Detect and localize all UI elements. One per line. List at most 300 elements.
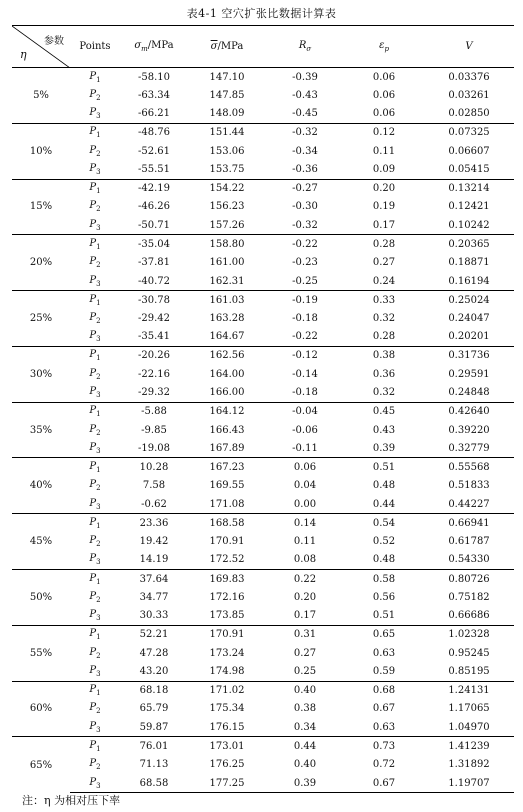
sigma-bar-cell: 153.06 xyxy=(209,145,245,157)
sigma-m-cell: -29.32 xyxy=(137,387,170,399)
sigma-m-cell: -5.88 xyxy=(120,402,188,421)
eps-p-cell: 0.45 xyxy=(344,402,424,421)
table-row xyxy=(12,198,514,217)
sigma-m-cell: -40.72 xyxy=(137,275,170,287)
v-cell: 0.07325 xyxy=(424,123,514,142)
sigma-bar-cell: 167.23 xyxy=(188,458,266,477)
r-sigma-cell: -0.45 xyxy=(292,108,318,120)
sigma-bar-cell: 162.31 xyxy=(209,275,245,287)
v-cell: 0.03376 xyxy=(424,68,514,87)
r-sigma-cell: -0.39 xyxy=(266,68,344,87)
point-label: $P_3$ xyxy=(70,774,120,793)
sigma-m-cell: 30.33 xyxy=(139,610,169,622)
v-cell: 0.44227 xyxy=(448,498,490,510)
corner-param-label: 参数 xyxy=(44,36,64,47)
point-label: $P_3$ xyxy=(89,497,101,511)
point-label: $P_3$ xyxy=(89,665,101,679)
sigma-bar-cell: 147.10 xyxy=(188,68,266,87)
sigma-bar-cell: 171.02 xyxy=(188,681,266,700)
r-sigma-cell: -0.11 xyxy=(292,442,318,454)
sigma-bar-cell: 173.24 xyxy=(209,647,245,659)
point-label: $P_1$ xyxy=(70,235,120,254)
table-row xyxy=(12,514,514,533)
point-label: $P_2$ xyxy=(89,590,101,604)
r-sigma-cell: -0.43 xyxy=(292,89,318,101)
r-sigma-cell: 0.06 xyxy=(266,458,344,477)
sigma-m-cell: 10.28 xyxy=(120,458,188,477)
table-row xyxy=(12,123,514,142)
sigma-m-cell: -20.26 xyxy=(120,346,188,365)
eps-p-cell: 0.28 xyxy=(344,235,424,254)
v-cell: 0.85195 xyxy=(448,666,490,678)
v-cell: 0.55568 xyxy=(424,458,514,477)
v-cell: 0.66941 xyxy=(424,514,514,533)
sigma-bar-cell: 171.08 xyxy=(209,498,245,510)
sigma-bar-cell: 176.25 xyxy=(209,759,245,771)
r-sigma-cell: 0.31 xyxy=(266,625,344,644)
eps-p-cell: 0.39 xyxy=(372,442,396,454)
v-cell: 0.16194 xyxy=(448,275,490,287)
point-label: $P_1$ xyxy=(70,291,120,310)
eps-p-cell: 0.63 xyxy=(372,647,396,659)
table-row xyxy=(12,458,514,477)
sigma-m-cell: 34.77 xyxy=(139,591,169,603)
table-row xyxy=(12,755,514,774)
r-sigma-cell: 0.22 xyxy=(266,570,344,589)
eps-p-cell: 0.33 xyxy=(344,291,424,310)
table-row xyxy=(12,718,514,737)
table-row xyxy=(12,421,514,440)
v-cell: 0.39220 xyxy=(448,424,490,436)
sigma-m-cell: -66.21 xyxy=(137,108,170,120)
r-sigma-cell: -0.18 xyxy=(292,313,318,325)
eta-cell: 50% xyxy=(12,570,70,626)
table-row xyxy=(12,439,514,458)
point-label: $P_3$ xyxy=(89,107,101,121)
r-sigma-cell: 0.44 xyxy=(266,737,344,756)
data-table xyxy=(12,25,514,793)
eps-p-cell: 0.48 xyxy=(372,480,396,492)
sigma-bar-cell: 157.26 xyxy=(209,219,245,231)
eps-p-cell: 0.06 xyxy=(372,108,396,120)
v-cell: 0.54330 xyxy=(448,554,490,566)
sigma-m-cell: 14.19 xyxy=(139,554,169,566)
v-cell: 0.12421 xyxy=(448,201,490,213)
corner-eta-label: η xyxy=(20,48,27,61)
eta-cell: 45% xyxy=(12,514,70,570)
table-row xyxy=(12,477,514,496)
r-sigma-cell: 0.38 xyxy=(293,703,317,715)
point-label: $P_3$ xyxy=(89,330,101,344)
point-label: $P_1$ xyxy=(70,570,120,589)
point-label: $P_1$ xyxy=(70,402,120,421)
eps-p-cell: 0.09 xyxy=(372,164,396,176)
v-cell: 0.06607 xyxy=(448,145,490,157)
v-cell: 0.03261 xyxy=(448,89,490,101)
header-r-sigma: $R_\sigma$ xyxy=(266,26,344,68)
table-row xyxy=(12,179,514,198)
point-label: $P_2$ xyxy=(89,702,101,716)
table-row xyxy=(12,365,514,384)
v-cell: 0.80726 xyxy=(424,570,514,589)
eps-p-cell: 0.68 xyxy=(344,681,424,700)
v-cell: 0.31736 xyxy=(424,346,514,365)
r-sigma-cell: 0.11 xyxy=(293,536,317,548)
table-row xyxy=(12,68,514,87)
sigma-m-cell: -30.78 xyxy=(120,291,188,310)
eta-cell: 55% xyxy=(12,625,70,681)
sigma-m-cell: -50.71 xyxy=(137,219,170,231)
sigma-m-cell: 43.20 xyxy=(139,666,169,678)
r-sigma-cell: -0.18 xyxy=(292,387,318,399)
v-cell: 0.18871 xyxy=(448,257,490,269)
sigma-bar-cell: 169.55 xyxy=(209,480,245,492)
table-row xyxy=(12,681,514,700)
eps-p-cell: 0.20 xyxy=(344,179,424,198)
eta-cell: 10% xyxy=(12,123,70,179)
table-row xyxy=(12,625,514,644)
sigma-bar-cell: 175.34 xyxy=(209,703,245,715)
r-sigma-cell: 0.20 xyxy=(293,591,317,603)
eps-p-cell: 0.19 xyxy=(372,201,396,213)
sigma-bar-cell: 154.22 xyxy=(188,179,266,198)
sigma-bar-cell: 161.00 xyxy=(209,257,245,269)
v-cell: 0.20201 xyxy=(448,331,490,343)
r-sigma-cell: -0.30 xyxy=(292,201,318,213)
sigma-bar-cell: 169.83 xyxy=(188,570,266,589)
table-row xyxy=(12,309,514,328)
sigma-m-cell: 23.36 xyxy=(120,514,188,533)
v-cell: 0.25024 xyxy=(424,291,514,310)
sigma-m-cell: 19.42 xyxy=(139,536,169,548)
sigma-bar-cell: 164.12 xyxy=(188,402,266,421)
header-sigma-m: $\sigma_m$/MPa xyxy=(120,26,188,68)
v-cell: 1.24131 xyxy=(424,681,514,700)
v-cell: 0.42640 xyxy=(424,402,514,421)
table-row xyxy=(12,291,514,310)
v-cell: 0.24047 xyxy=(448,313,490,325)
table-row xyxy=(12,532,514,551)
v-cell: 0.32779 xyxy=(448,442,490,454)
sigma-bar-cell: 170.91 xyxy=(188,625,266,644)
table-row xyxy=(12,774,514,793)
sigma-bar-cell: 168.58 xyxy=(188,514,266,533)
sigma-m-cell: -48.76 xyxy=(120,123,188,142)
header-row xyxy=(12,26,514,68)
sigma-bar-cell: 151.44 xyxy=(188,123,266,142)
v-cell: 0.05415 xyxy=(448,164,490,176)
eps-p-cell: 0.65 xyxy=(344,625,424,644)
table-title: 表4-1 空穴扩张比数据计算表 xyxy=(186,7,337,20)
eps-p-cell: 0.32 xyxy=(372,313,396,325)
sigma-m-cell: -63.34 xyxy=(137,89,170,101)
sigma-bar-cell: 177.25 xyxy=(188,774,266,793)
eps-p-cell: 0.12 xyxy=(344,123,424,142)
sigma-bar-cell: 167.89 xyxy=(209,442,245,454)
corner-header xyxy=(12,26,70,68)
r-sigma-cell: 0.25 xyxy=(293,666,317,678)
eps-p-cell: 0.43 xyxy=(372,424,396,436)
v-cell: 0.13214 xyxy=(424,179,514,198)
r-sigma-cell: 0.08 xyxy=(293,554,317,566)
eps-p-cell: 0.73 xyxy=(344,737,424,756)
v-cell: 1.41239 xyxy=(424,737,514,756)
sigma-bar-cell: 173.01 xyxy=(188,737,266,756)
table-row xyxy=(12,272,514,291)
r-sigma-cell: -0.34 xyxy=(292,145,318,157)
v-cell: 1.04970 xyxy=(448,721,490,733)
v-cell: 0.24848 xyxy=(448,387,490,399)
sigma-m-cell: 68.58 xyxy=(120,774,188,793)
eta-cell: 60% xyxy=(12,681,70,737)
v-cell: 0.66686 xyxy=(448,610,490,622)
eta-cell: 5% xyxy=(12,68,70,124)
eta-cell: 65% xyxy=(12,737,70,793)
eta-cell: 15% xyxy=(12,179,70,235)
header-points: Points xyxy=(70,26,120,68)
r-sigma-cell: 0.40 xyxy=(266,681,344,700)
sigma-m-cell: 65.79 xyxy=(139,703,169,715)
r-sigma-cell: -0.22 xyxy=(292,331,318,343)
sigma-bar-cell: 153.75 xyxy=(209,164,245,176)
r-sigma-cell: -0.25 xyxy=(292,275,318,287)
eps-p-cell: 0.67 xyxy=(372,703,396,715)
sigma-bar-cell: 156.23 xyxy=(209,201,245,213)
point-label: $P_2$ xyxy=(89,535,101,549)
table-row xyxy=(12,644,514,663)
table-row xyxy=(12,570,514,589)
table-row xyxy=(12,607,514,626)
table-row xyxy=(12,160,514,179)
eps-p-cell: 0.56 xyxy=(372,591,396,603)
eta-cell: 20% xyxy=(12,235,70,291)
point-label: $P_2$ xyxy=(89,144,101,158)
v-cell: 0.51833 xyxy=(448,480,490,492)
eps-p-cell: 0.67 xyxy=(344,774,424,793)
point-label: $P_2$ xyxy=(89,758,101,772)
sigma-m-cell: -55.51 xyxy=(137,164,170,176)
table-row xyxy=(12,700,514,719)
sigma-bar-cell: 164.00 xyxy=(209,368,245,380)
sigma-bar-cell: 173.85 xyxy=(209,610,245,622)
point-label: $P_2$ xyxy=(89,423,101,437)
sigma-m-cell: -35.41 xyxy=(137,331,170,343)
eps-p-cell: 0.27 xyxy=(372,257,396,269)
sigma-m-cell: -58.10 xyxy=(120,68,188,87)
r-sigma-cell: -0.32 xyxy=(266,123,344,142)
r-sigma-cell: -0.27 xyxy=(266,179,344,198)
sigma-m-cell: 7.58 xyxy=(142,480,166,492)
point-label: $P_3$ xyxy=(89,441,101,455)
r-sigma-cell: 0.39 xyxy=(266,774,344,793)
eps-p-cell: 0.58 xyxy=(344,570,424,589)
sigma-m-cell: -19.08 xyxy=(137,442,170,454)
eps-p-cell: 0.32 xyxy=(372,387,396,399)
r-sigma-cell: 0.27 xyxy=(293,647,317,659)
point-label: $P_2$ xyxy=(89,646,101,660)
eps-p-cell: 0.36 xyxy=(372,368,396,380)
eps-p-cell: 0.38 xyxy=(344,346,424,365)
table-row xyxy=(12,384,514,403)
sigma-m-cell: -0.62 xyxy=(141,498,167,510)
point-label: $P_3$ xyxy=(89,163,101,177)
eps-p-cell: 0.28 xyxy=(372,331,396,343)
table-row xyxy=(12,105,514,124)
r-sigma-cell: -0.14 xyxy=(292,368,318,380)
sigma-bar-cell: 176.15 xyxy=(209,721,245,733)
sigma-bar-cell: 163.28 xyxy=(209,313,245,325)
r-sigma-cell: -0.32 xyxy=(292,219,318,231)
sigma-m-cell: -37.81 xyxy=(137,257,170,269)
table-row xyxy=(12,588,514,607)
eps-p-cell: 0.72 xyxy=(372,759,396,771)
footnote: 注：η 为相对压下率 xyxy=(22,794,121,807)
v-cell: 0.75182 xyxy=(448,591,490,603)
r-sigma-cell: -0.36 xyxy=(292,164,318,176)
point-label: $P_1$ xyxy=(70,681,120,700)
sigma-bar-cell: 170.91 xyxy=(209,536,245,548)
sigma-bar-cell: 166.43 xyxy=(209,424,245,436)
point-label: $P_3$ xyxy=(89,274,101,288)
r-sigma-cell: 0.17 xyxy=(293,610,317,622)
table-row xyxy=(12,402,514,421)
point-label: $P_2$ xyxy=(89,367,101,381)
sigma-m-cell: 52.21 xyxy=(120,625,188,644)
point-label: $P_1$ xyxy=(70,68,120,87)
sigma-m-cell: 47.28 xyxy=(139,647,169,659)
v-cell: 0.20365 xyxy=(424,235,514,254)
point-label: $P_2$ xyxy=(89,200,101,214)
eps-p-cell: 0.52 xyxy=(372,536,396,548)
r-sigma-cell: 0.34 xyxy=(293,721,317,733)
r-sigma-cell: -0.06 xyxy=(292,424,318,436)
sigma-m-cell: 37.64 xyxy=(120,570,188,589)
v-cell: 1.02328 xyxy=(424,625,514,644)
table-row xyxy=(12,328,514,347)
r-sigma-cell: -0.19 xyxy=(266,291,344,310)
sigma-bar-cell: 162.56 xyxy=(188,346,266,365)
point-label: $P_1$ xyxy=(70,625,120,644)
v-cell: 1.31892 xyxy=(448,759,490,771)
point-label: $P_1$ xyxy=(70,346,120,365)
table-row xyxy=(12,235,514,254)
sigma-m-cell: -35.04 xyxy=(120,235,188,254)
header-sigma-bar: $\overline{\sigma}$/MPa xyxy=(188,26,266,68)
table-row xyxy=(12,737,514,756)
sigma-bar-cell: 147.85 xyxy=(209,89,245,101)
table-body xyxy=(12,68,514,793)
point-label: $P_1$ xyxy=(70,458,120,477)
point-label: $P_3$ xyxy=(89,553,101,567)
table-row xyxy=(12,495,514,514)
eta-cell: 30% xyxy=(12,346,70,402)
eps-p-cell: 0.17 xyxy=(372,219,396,231)
table-row xyxy=(12,253,514,272)
sigma-m-cell: -22.16 xyxy=(137,368,170,380)
sigma-m-cell: 71.13 xyxy=(139,759,169,771)
eta-cell: 25% xyxy=(12,291,70,347)
r-sigma-cell: 0.40 xyxy=(293,759,317,771)
v-cell: 0.95245 xyxy=(448,647,490,659)
sigma-m-cell: 68.18 xyxy=(120,681,188,700)
eps-p-cell: 0.48 xyxy=(372,554,396,566)
point-label: $P_3$ xyxy=(89,609,101,623)
sigma-m-cell: -29.42 xyxy=(137,313,170,325)
point-label: $P_2$ xyxy=(89,256,101,270)
sigma-m-cell: -9.85 xyxy=(141,424,167,436)
eps-p-cell: 0.24 xyxy=(372,275,396,287)
sigma-bar-cell: 158.80 xyxy=(188,235,266,254)
v-cell: 0.10242 xyxy=(448,219,490,231)
point-label: $P_1$ xyxy=(70,514,120,533)
eta-cell: 35% xyxy=(12,402,70,458)
table-row xyxy=(12,663,514,682)
eta-cell: 40% xyxy=(12,458,70,514)
eps-p-cell: 0.51 xyxy=(344,458,424,477)
point-label: $P_2$ xyxy=(89,88,101,102)
eps-p-cell: 0.11 xyxy=(372,145,396,157)
v-cell: 1.17065 xyxy=(448,703,490,715)
point-label: $P_3$ xyxy=(89,218,101,232)
eps-p-cell: 0.06 xyxy=(344,68,424,87)
sigma-m-cell: 59.87 xyxy=(139,721,169,733)
eps-p-cell: 0.06 xyxy=(372,89,396,101)
v-cell: 0.61787 xyxy=(448,536,490,548)
v-cell: 0.02850 xyxy=(448,108,490,120)
table-row xyxy=(12,551,514,570)
r-sigma-cell: -0.12 xyxy=(266,346,344,365)
point-label: $P_1$ xyxy=(70,123,120,142)
sigma-m-cell: 76.01 xyxy=(120,737,188,756)
sigma-m-cell: -42.19 xyxy=(120,179,188,198)
eps-p-cell: 0.59 xyxy=(372,666,396,678)
point-label: $P_1$ xyxy=(70,737,120,756)
point-label: $P_3$ xyxy=(89,386,101,400)
sigma-bar-cell: 172.16 xyxy=(209,591,245,603)
header-eps-p: $\varepsilon_p$ xyxy=(344,26,424,68)
point-label: $P_3$ xyxy=(89,720,101,734)
point-label: $P_2$ xyxy=(89,312,101,326)
sigma-bar-cell: 148.09 xyxy=(209,108,245,120)
eps-p-cell: 0.51 xyxy=(372,610,396,622)
sigma-bar-cell: 166.00 xyxy=(209,387,245,399)
r-sigma-cell: 0.04 xyxy=(293,480,317,492)
table-row xyxy=(12,346,514,365)
header-v: V xyxy=(424,26,514,68)
eps-p-cell: 0.54 xyxy=(344,514,424,533)
table-row xyxy=(12,216,514,235)
sigma-bar-cell: 172.52 xyxy=(209,554,245,566)
eps-p-cell: 0.44 xyxy=(372,498,396,510)
table-row xyxy=(12,142,514,161)
sigma-m-cell: -52.61 xyxy=(137,145,170,157)
table-row xyxy=(12,86,514,105)
point-label: $P_1$ xyxy=(70,179,120,198)
r-sigma-cell: 0.14 xyxy=(266,514,344,533)
eps-p-cell: 0.63 xyxy=(372,721,396,733)
r-sigma-cell: -0.22 xyxy=(266,235,344,254)
sigma-bar-cell: 164.67 xyxy=(209,331,245,343)
r-sigma-cell: 0.00 xyxy=(293,498,317,510)
sigma-bar-cell: 161.03 xyxy=(188,291,266,310)
v-cell: 1.19707 xyxy=(424,774,514,793)
v-cell: 0.29591 xyxy=(448,368,490,380)
r-sigma-cell: -0.04 xyxy=(266,402,344,421)
sigma-m-cell: -46.26 xyxy=(137,201,170,213)
point-label: $P_2$ xyxy=(89,479,101,493)
r-sigma-cell: -0.23 xyxy=(292,257,318,269)
sigma-bar-cell: 174.98 xyxy=(209,666,245,678)
